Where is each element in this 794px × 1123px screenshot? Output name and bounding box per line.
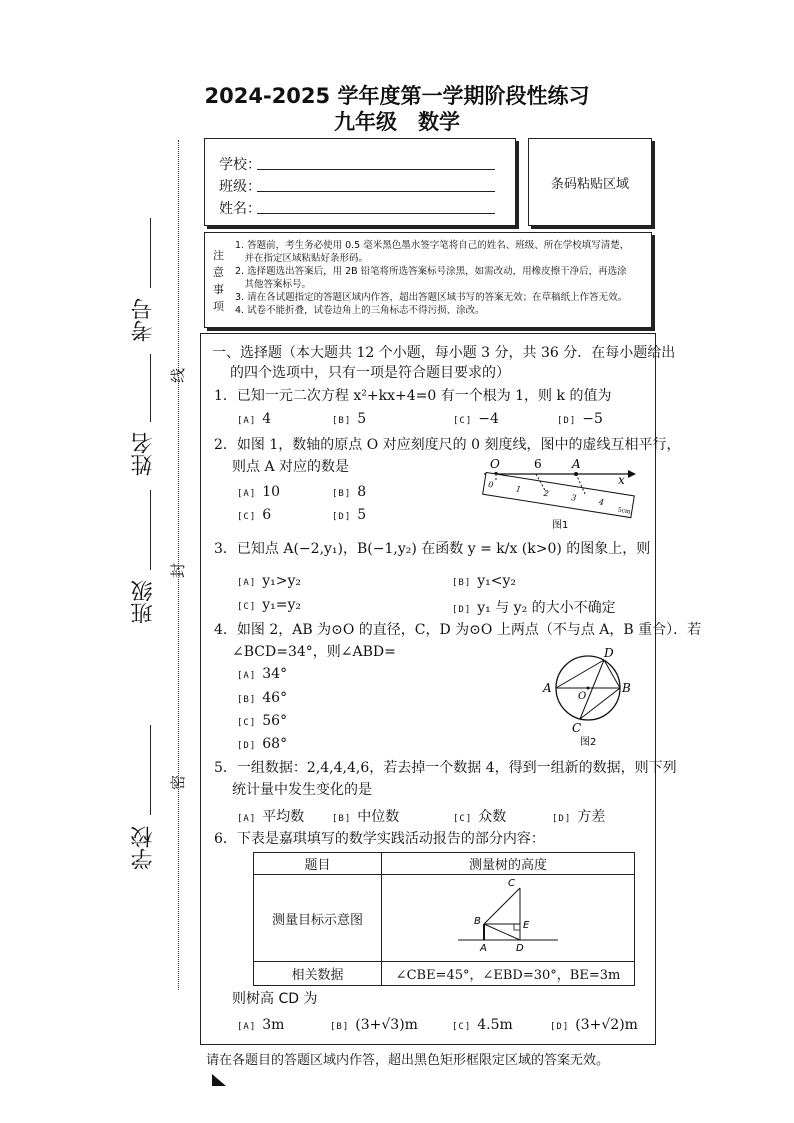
option-label: [C] bbox=[453, 814, 473, 824]
class-label: 班级： bbox=[219, 179, 261, 195]
exam-title: 2024-2025 学年度第一学期阶段性练习 bbox=[204, 84, 590, 108]
option-label: [D] bbox=[452, 605, 472, 615]
q3-text: 3．已知点 A(−2,y₁)，B(−1,y₂) 在函数 y = k/x (k>0) 的图象上，则 bbox=[214, 541, 651, 557]
option-label: [C] bbox=[452, 1022, 472, 1032]
q1-option-c[interactable] bbox=[453, 411, 499, 427]
axis-arrow bbox=[628, 470, 636, 478]
option-label: [A] bbox=[237, 814, 257, 824]
q6-option-c[interactable] bbox=[452, 1017, 513, 1033]
option-text: 4.5m bbox=[477, 1017, 513, 1033]
q2-option-a[interactable] bbox=[237, 484, 280, 500]
option-label: [B] bbox=[452, 578, 472, 588]
name-line[interactable] bbox=[150, 354, 151, 422]
school-field[interactable] bbox=[257, 169, 495, 170]
option-text: 4 bbox=[262, 411, 272, 427]
ruler-tick-label: 2 bbox=[542, 488, 550, 499]
label-o: O bbox=[578, 691, 587, 702]
figure-1-caption: 图1 bbox=[552, 520, 569, 531]
note-line: 1. 答题前，考生务必使用 0.5 毫米黑色墨水签字笔将自己的姓名、班级、所在学校填写清楚， bbox=[235, 240, 630, 251]
option-text: 平均数 bbox=[262, 809, 305, 825]
ruler-tick-label: 3 bbox=[570, 493, 577, 503]
report-table bbox=[253, 852, 635, 986]
q3-option-d[interactable] bbox=[452, 597, 616, 617]
q2-text: 2．如图 1，数轴的原点 O 对应刻度尺的 0 刻度线，图中的虚线互相平行， bbox=[214, 437, 681, 453]
ruler-tick-label: 4 bbox=[598, 497, 605, 508]
name-label: 姓名： bbox=[219, 201, 261, 217]
option-text: 众数 bbox=[478, 809, 507, 825]
table-cell: 测量目标示意图 bbox=[254, 875, 382, 962]
notes-side-char: 项 bbox=[213, 300, 224, 313]
class-line[interactable] bbox=[150, 490, 151, 570]
q2-option-c[interactable] bbox=[237, 507, 271, 523]
q2-text-2: 则点 A 对应的数是 bbox=[232, 459, 350, 475]
q1-text: 1．已知一元二次方程 x²+kx+4=0 有一个根为 1，则 k 的值为 bbox=[214, 388, 612, 404]
q5-text: 5．一组数据：2,4,4,4,6，若去掉一个数据 4，得到一组新的数据，则下列 bbox=[214, 760, 677, 776]
ruler-tick-label: 1 bbox=[515, 484, 522, 495]
label-c: C bbox=[572, 721, 582, 735]
option-text: (3+√2)m bbox=[575, 1017, 638, 1033]
q4-text-2: ∠BCD=34°，则∠ABD= bbox=[232, 644, 396, 660]
q5-option-b[interactable] bbox=[332, 806, 399, 826]
label-a: A bbox=[480, 943, 487, 954]
table-header: 测量树的高度 bbox=[382, 853, 635, 875]
option-label: [B] bbox=[330, 1022, 350, 1032]
label-d: D bbox=[604, 646, 614, 660]
label-a: A bbox=[572, 457, 581, 471]
option-text: 5 bbox=[357, 507, 367, 523]
q4-option-c[interactable] bbox=[237, 713, 287, 729]
figure-1-ruler bbox=[476, 452, 648, 532]
binding-xian: 线 bbox=[169, 367, 188, 384]
option-label: [C] bbox=[453, 416, 473, 426]
option-text: 3m bbox=[262, 1017, 285, 1033]
option-label: [C] bbox=[237, 602, 257, 612]
notes-side-char: 注 bbox=[213, 249, 224, 262]
option-text: −5 bbox=[582, 411, 603, 427]
q1-option-d[interactable] bbox=[557, 411, 603, 427]
student-info-box bbox=[204, 138, 516, 226]
binding-feng: 封 bbox=[169, 562, 188, 579]
q4-option-b[interactable] bbox=[237, 690, 287, 706]
q6-option-d[interactable] bbox=[550, 1017, 638, 1033]
q3-option-b[interactable] bbox=[452, 573, 516, 589]
label-a: A bbox=[543, 681, 552, 695]
ruler-body bbox=[483, 472, 635, 517]
sidebar-school-label: 学校 bbox=[131, 826, 156, 870]
option-label: [B] bbox=[332, 416, 352, 426]
figure-2-circle bbox=[538, 644, 638, 748]
barcode-area bbox=[528, 138, 652, 226]
option-text: (3+√3)m bbox=[355, 1017, 418, 1033]
section-heading: 一、选择题（本大题共 12 个小题，每小题 3 分，共 36 分．在每小题给出 bbox=[212, 345, 676, 361]
option-text: y₁>y₂ bbox=[262, 573, 302, 589]
q3-option-c[interactable] bbox=[237, 597, 301, 613]
option-text: 10 bbox=[262, 484, 281, 500]
q5-text-2: 统计量中发生变化的是 bbox=[232, 782, 372, 798]
sight-bd bbox=[484, 924, 520, 940]
notes-box bbox=[204, 232, 652, 328]
q1-option-b[interactable] bbox=[332, 411, 366, 427]
center-o bbox=[587, 687, 590, 690]
note-line: 2. 选择题选出答案后，用 2B 铅笔将所选答案标号涂黑，如需改动，用橡皮擦干净后，再选涂 bbox=[235, 266, 627, 277]
section-heading-2: 的四个选项中，只有一项是符合题目要求的） bbox=[230, 365, 510, 381]
sight-bc bbox=[484, 888, 520, 924]
chord-db bbox=[604, 660, 620, 688]
q4-option-d[interactable] bbox=[237, 736, 287, 752]
corner-triangle-mark bbox=[210, 1072, 228, 1088]
figure-2-caption: 图2 bbox=[580, 737, 597, 748]
footer-notice: 请在各题目的答题区域内作答，超出黑色矩形框限定区域的答案无效。 bbox=[206, 1053, 610, 1068]
option-text: 方差 bbox=[577, 809, 606, 825]
option-text: y₁ 与 y₂ 的大小不确定 bbox=[477, 600, 616, 616]
class-field[interactable] bbox=[257, 191, 495, 192]
q1-option-a[interactable] bbox=[237, 411, 271, 427]
kaohao-label: 考号 bbox=[131, 298, 156, 342]
chord-ad bbox=[556, 660, 604, 688]
q6-option-b[interactable] bbox=[330, 1017, 418, 1033]
q5-option-c[interactable] bbox=[453, 806, 506, 826]
triangle-mark bbox=[212, 1074, 226, 1086]
tree-measure-diagram bbox=[448, 876, 568, 956]
q4-text: 4．如图 2，AB 为⊙O 的直径，C，D 为⊙O 上两点（不与点 A，B 重合）．若 bbox=[214, 622, 702, 638]
q3-option-a[interactable] bbox=[237, 573, 301, 589]
notes-side-char: 事 bbox=[213, 283, 224, 296]
exam-subtitle: 九年级 数学 bbox=[334, 110, 460, 134]
label-six: 6 bbox=[534, 457, 542, 471]
option-label: [C] bbox=[237, 512, 257, 522]
option-text: y₁=y₂ bbox=[262, 597, 302, 613]
option-label: [A] bbox=[237, 671, 257, 681]
option-text: 34° bbox=[262, 666, 288, 682]
option-label: [B] bbox=[237, 695, 257, 705]
sidebar-name-label: 姓名 bbox=[131, 432, 156, 476]
q6-option-a[interactable] bbox=[237, 1017, 284, 1033]
table-cell: 相关数据 bbox=[254, 962, 382, 986]
option-label: [A] bbox=[237, 1022, 257, 1032]
barcode-label: 条码粘贴区域 bbox=[550, 177, 629, 192]
label-d: D bbox=[516, 943, 524, 954]
table-cell: ∠CBE=45°，∠EBD=30°，BE=3m bbox=[382, 962, 635, 986]
option-label: [D] bbox=[550, 1022, 570, 1032]
label-b: B bbox=[474, 916, 481, 927]
notes-side-label bbox=[213, 247, 227, 315]
q5-option-d[interactable] bbox=[552, 806, 605, 826]
ruler bbox=[483, 472, 635, 517]
note-line: 其他答案标号。 bbox=[235, 279, 312, 290]
label-o: O bbox=[490, 457, 500, 471]
option-text: 中位数 bbox=[357, 809, 400, 825]
school-label: 学校： bbox=[219, 157, 261, 173]
note-line: 3. 请在各试题指定的答题区域内作答，超出答题区域书写的答案无效；在草稿纸上作答无效。 bbox=[235, 292, 628, 303]
q6-text: 6．下表是嘉琪填写的数学实践活动报告的部分内容： bbox=[214, 831, 545, 847]
notes-list bbox=[235, 239, 645, 317]
right-angle-mark bbox=[514, 924, 520, 930]
kaohao-line[interactable] bbox=[150, 218, 151, 288]
option-text: 68° bbox=[262, 736, 288, 752]
table-cell-figure bbox=[382, 875, 635, 962]
option-text: y₁<y₂ bbox=[477, 573, 517, 589]
school-line[interactable] bbox=[150, 725, 151, 815]
q4-option-a[interactable] bbox=[237, 666, 287, 682]
option-label: [A] bbox=[237, 578, 257, 588]
ruler-tick-label: 0 bbox=[487, 479, 495, 490]
option-text: 46° bbox=[262, 690, 288, 706]
option-label: [D] bbox=[557, 416, 577, 426]
label-e: E bbox=[523, 920, 530, 931]
option-text: 8 bbox=[357, 484, 367, 500]
option-label: [A] bbox=[237, 416, 257, 426]
option-label: [D] bbox=[332, 512, 352, 522]
label-b: B bbox=[622, 681, 631, 695]
option-label: [D] bbox=[237, 741, 257, 751]
table-header: 题目 bbox=[254, 853, 382, 875]
notes-side-char: 意 bbox=[213, 266, 224, 279]
q6-ask: 则树高 CD 为 bbox=[232, 991, 318, 1007]
q2-option-b[interactable] bbox=[332, 484, 366, 500]
note-line: 并在指定区域粘贴好条形码。 bbox=[235, 253, 369, 264]
option-text: −4 bbox=[478, 411, 499, 427]
name-field[interactable] bbox=[257, 213, 495, 214]
option-label: [B] bbox=[332, 814, 352, 824]
q5-option-a[interactable] bbox=[237, 806, 304, 826]
ruler-tick-label: 5cm bbox=[617, 506, 632, 516]
note-line: 4. 试卷不能折叠，试卷边角上的三角标志不得污损、涂改。 bbox=[235, 305, 485, 316]
option-label: [C] bbox=[237, 718, 257, 728]
q2-option-d[interactable] bbox=[332, 507, 366, 523]
option-label: [A] bbox=[237, 489, 257, 499]
option-text: 5 bbox=[357, 411, 367, 427]
binding-mi: 密 bbox=[169, 774, 188, 791]
label-x: x bbox=[618, 473, 625, 487]
sidebar-class-label: 班级 bbox=[131, 580, 156, 624]
option-label: [D] bbox=[552, 814, 572, 824]
option-text: 6 bbox=[262, 507, 272, 523]
option-label: [B] bbox=[332, 489, 352, 499]
option-text: 56° bbox=[262, 713, 288, 729]
label-c: C bbox=[508, 878, 515, 889]
